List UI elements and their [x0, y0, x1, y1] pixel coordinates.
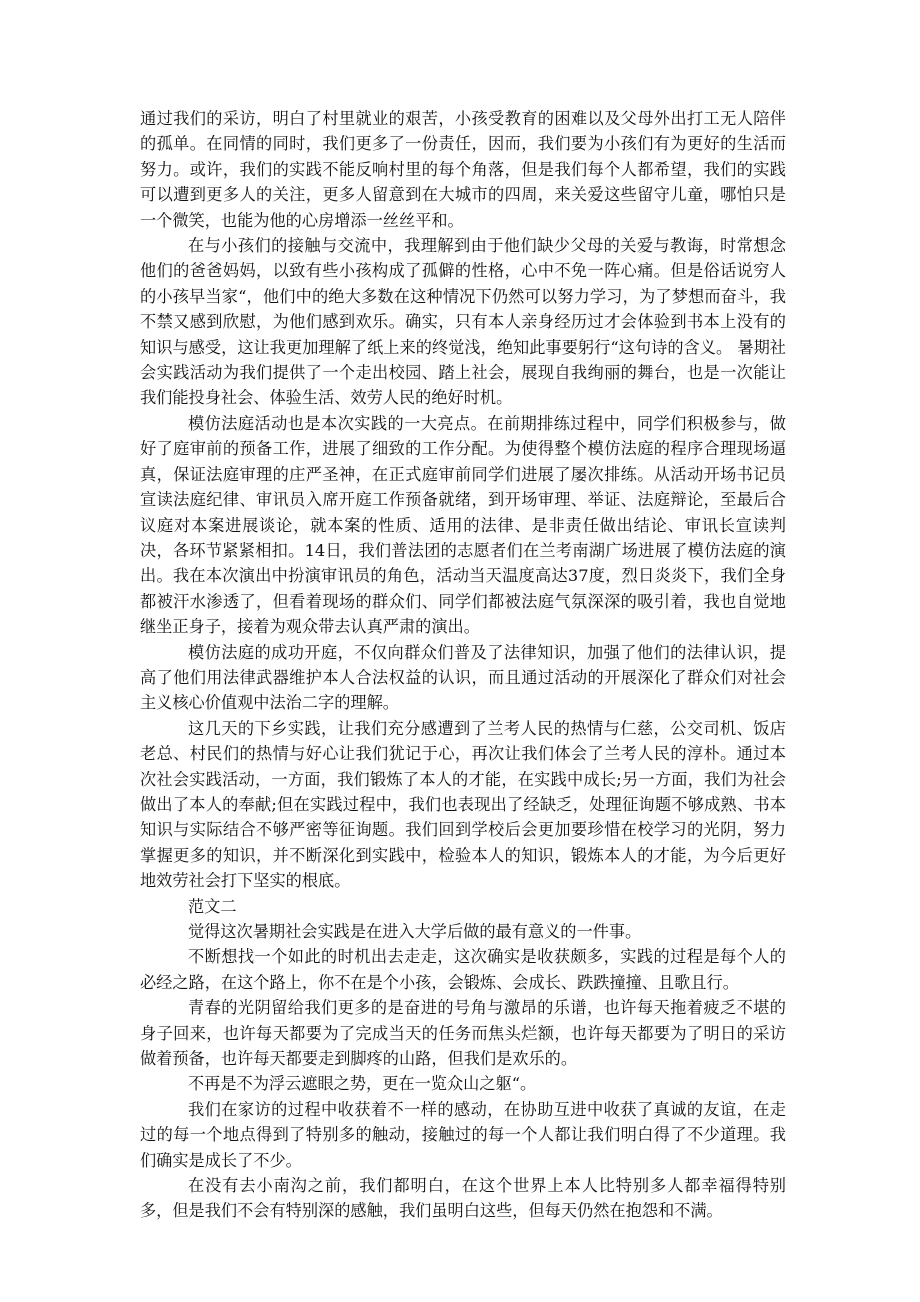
paragraph: 通过我们的采访，明白了村里就业的艰苦，小孩受教育的困难以及父母外出打工无人陪伴的孤单。在同情的同时，我们更多了一份责任，因而，我们要为小孩们有为更好的生活而努力。或许，我们的实践不能反响村里的每个角落，但是我们每个人都希望，我们的实践可以遭到更多人的关注，更多人留意到在大城市的四周，来关爱这些留守儿童，哪怕只是一个微笑，也能为他的心房增添一丝丝平和。: [140, 109, 786, 230]
paragraph: 在没有去小南沟之前，我们都明白，在这个世界上本人比特别多人都幸福得特别多，但是我们不会有特别深的感触，我们虽明白这些，但每天仍然在抱怨和不满。: [140, 1176, 786, 1221]
paragraph: 不断想找一个如此的时机出去走走，这次确实是收获颇多，实践的过程是每个人的必经之路，在这个路上，你不在是个小孩，会锻炼、会成长、跌跌撞撞、且歌且行。: [140, 947, 786, 992]
paragraph: 在与小孩们的接触与交流中，我理解到由于他们缺少父母的关爱与教诲，时常想念他们的爸爸妈妈，以致有些小孩构成了孤僻的性格，心中不免一阵心痛。但是俗话说穷人的小孩早当家“，他们中的绝大多数在这种情况下仍然可以努力学习，为了梦想而奋斗，我不禁又感到欣慰，为他们感到欢乐。确实，只有本人亲身经历过才会体验到书本上没有的知识与感受，这让我更加理解了纸上来的终觉浅，绝知此事要躬行“这句诗的含义。 暑期社会实践活动为我们提供了一个走出校园、踏上社会，展现自我绚丽的舞台，也是一次能让我们能投身社会、体验生活、效劳人民的绝好时机。: [140, 236, 786, 408]
section-heading: 范文二: [188, 896, 237, 916]
paragraph: 觉得这次暑期社会实践是在进入大学后做的最有意义的一件事。: [188, 922, 642, 941]
paragraph: 青春的光阴留给我们更多的是奋进的号角与激昂的乐谱，也许每天拖着疲乏不堪的身子回来，也许每天都要为了完成当天的任务而焦头烂额，也许每天都要为了明日的采访做着预备，也许每天都要走到脚疼的山路，但我们是欢乐的。: [140, 998, 786, 1069]
paragraph: 这几天的下乡实践，让我们充分感遭到了兰考人民的热情与仁慈，公交司机、饭店老总、村民们的热情与好心让我们犹记于心，再次让我们体会了兰考人民的淳朴。通过本次社会实践活动，一方面，我们锻炼了本人的才能，在实践中成长;另一方面，我们为社会做出了本人的奉献;但在实践过程中，我们也表现出了经缺乏，处理征询题不够成熟、书本知识与实际结合不够严密等征询题。我们回到学校后会更加要珍惜在校学习的光阴，努力掌握更多的知识，并不断深化到实践中，检验本人的知识，锻炼本人的才能，为今后更好地效劳社会打下坚实的根底。: [140, 718, 786, 891]
paragraph: 模仿法庭活动也是本次实践的一大亮点。在前期排练过程中，同学们积极参与，做好了庭审前的预备工作，进展了细致的工作分配。为使得整个模仿法庭的程序合理现场逼真，保证法庭审理的庄严圣神，在正式庭审前同学们进展了屡次排练。从活动开场书记员宣读法庭纪律、审讯员入席开庭工作预备就绪，到开场审理、举证、法庭辩论，至最后合议庭对本案进展谈论，就本案的性质、适用的法律、是非责任做出结论、审讯长宣读判决，各环节紧紧相扣。14日，我们普法团的志愿者们在兰考南湖广场进展了模仿法庭的演出。我在本次演出中扮演审讯员的角色，活动当天温度高达37度，烈日炎炎下，我们全身都被汗水渗透了，但看着现场的群众们、同学们都被法庭气氛深深的吸引着，我也自觉地继坐正身子，接着为观众带去认真严肃的演出。: [140, 413, 786, 637]
paragraph: 不再是不为浮云遮眼之势，更在一览众山之躯“。: [188, 1074, 537, 1094]
paragraph: 模仿法庭的成功开庭，不仅向群众们普及了法律知识，加强了他们的法律认识，提高了他们用法律武器维护本人合法权益的认识，而且通过活动的开展深化了群众们对社会主义核心价值观中法治二字的理解。: [140, 642, 786, 713]
paragraph: 我们在家访的过程中收获着不一样的感动，在协助互进中收获了真诚的友谊，在走过的每一个地点得到了特别多的触动，接触过的每一个人都让我们明白得了不少道理。我们确实是成长了不少。: [140, 1099, 786, 1170]
document-body: [140, 106, 786, 1224]
